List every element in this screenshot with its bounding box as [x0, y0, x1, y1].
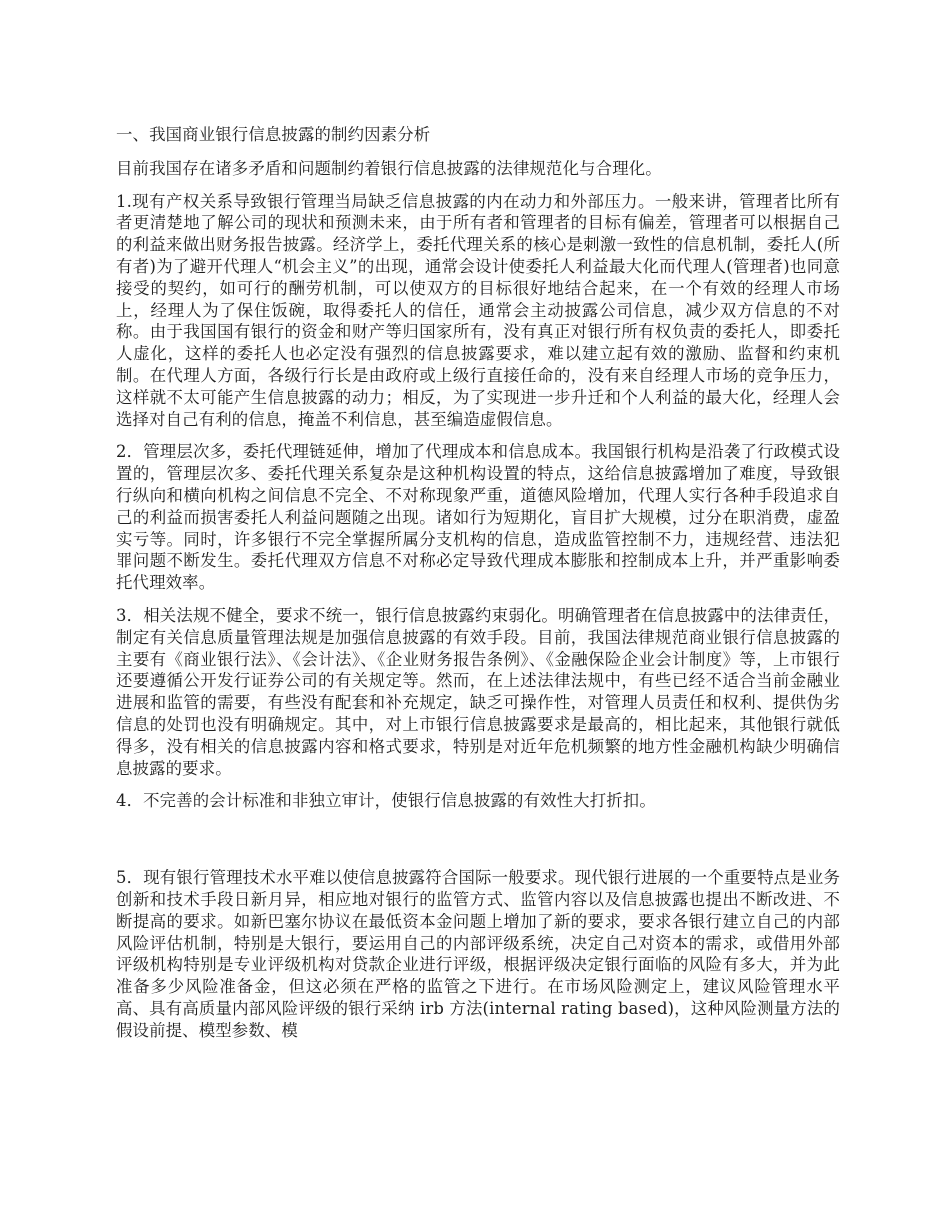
document-body: [116, 124, 840, 1052]
paragraph-gap: [116, 823, 840, 867]
paragraph-4: 4．不完善的会计标准和非独立审计，使银行信息披露的有效性大打折扣。: [116, 791, 656, 811]
paragraph-3: 3．相关法规不健全，要求不统一，银行信息披露约束弱化。明确管理者在信息披露中的法律责任，制定有关信息质量管理法规是加强信息披露的有效手段。目前，我国法律规范商业银行信息披露的主要有《商业银行法》、《会计法》、《企业财务报告条例》、《金融保险企业会计制度》等，上市银行还要遵循公开发行证券公司的有关规定等。然而，在上述法律法规中，有些已经不适合当前金融业进展和监管的需要，有些没有配套和补充规定，缺乏可操作性，对管理人员责任和权利、提供伪劣信息的处罚也没有明确规定。其中，对上市银行信息披露要求是最高的，相比起来，其他银行就低得多，没有相关的信息披露内容和格式要求，特别是对近年危机频繁的地方性金融机构缺少明确信息披露的要求。: [116, 605, 840, 778]
paragraph-2: 2．管理层次多，委托代理链延伸，增加了代理成本和信息成本。我国银行机构是沿袭了行政模式设置的，管理层次多、委托代理关系复杂是这种机构设置的特点，这给信息披露增加了难度，导致银行纵向和横向机构之间信息不完全、不对称现象严重，道德风险增加，代理人实行各种手段追求自己的利益而损害委托人利益问题随之出现。诸如行为短期化，盲目扩大规模，过分在职消费，虚盈实亏等。同时，许多银行不完全掌握所属分支机构的信息，造成监管控制不力，违规经营、违法犯罪问题不断发生。委托代理双方信息不对称必定导致代理成本膨胀和控制成本上升，并严重影响委托代理效率。: [116, 442, 840, 593]
section-heading: 一、我国商业银行信息披露的制约因素分析: [116, 125, 431, 144]
intro-paragraph: 目前我国存在诸多矛盾和问题制约着银行信息披露的法律规范化与合理化。: [116, 158, 662, 178]
paragraph-5: 5．现有银行管理技术水平难以使信息披露符合国际一般要求。现代银行进展的一个重要特点是业务创新和技术手段日新月异，相应地对银行的监管方式、监管内容以及信息披露也提出不断改进、不断提高的要求。如新巴塞尔协议在最低资本金问题上增加了新的要求，要求各银行建立自己的内部风险评估机制，特别是大银行，要运用自己的内部评级系统，决定自己对资本的需求，或借用外部评级机构特别是专业评级机构对贷款企业进行评级，根据评级决定银行面临的风险有多大，并为此准备多少风险准备金，但这必须在严格的监管之下进行。在市场风险测定上，建议风险管理水平高、具有高质量内部风险评级的银行采纳 irb 方法(internal rating based)，这种风险测量方法的假设前提、模型参数、模: [116, 868, 840, 1040]
paragraph-1: 1.现有产权关系导致银行管理当局缺乏信息披露的内在动力和外部压力。一般来讲，管理者比所有者更清楚地了解公司的现状和预测未来，由于所有者和管理者的目标有偏差，管理者可以根据自己的利益来做出财务报告披露。经济学上，委托代理关系的核心是刺激一致性的信息机制，委托人(所有者)为了避开代理人“机会主义”的出现，通常会设计使委托人利益最大化而代理人(管理者)也同意接受的契约，如可行的酬劳机制，可以使双方的目标很好地结合起来，在一个有效的经理人市场上，经理人为了保住饭碗，取得委托人的信任，通常会主动披露公司信息，减少双方信息的不对称。由于我国国有银行的资金和财产等归国家所有，没有真正对银行所有权负责的委托人，即委托人虚化，这样的委托人也必定没有强烈的信息披露要求，难以建立起有效的激励、监督和约束机制。在代理人方面，各级行行长是由政府或上级行直接任命的，没有来自经理人市场的竞争压力，这样就不太可能产生信息披露的动力；相反，为了实现进一步升迁和个人利益的最大化，经理人会选择对自己有利的信息，掩盖不利信息，甚至编造虚假信息。: [116, 191, 840, 429]
